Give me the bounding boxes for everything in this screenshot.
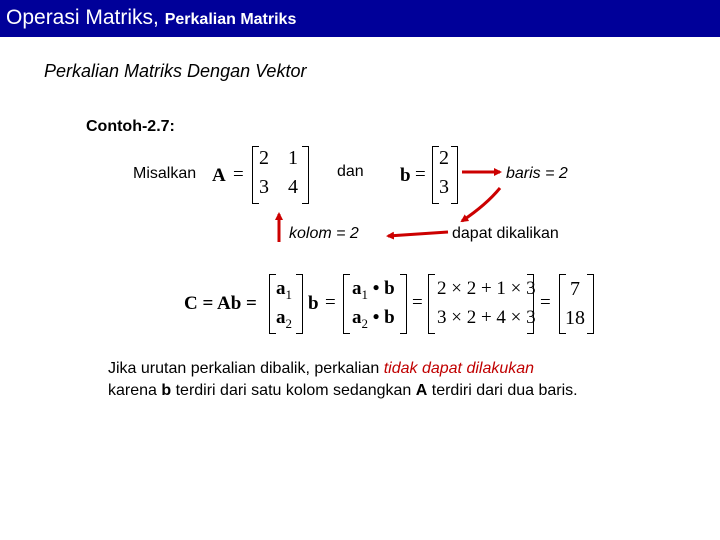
note-line-1: Jika urutan perkalian dibalik, perkalian tidak dapat dilakukan xyxy=(108,360,535,377)
dot-row-2: $a_2$ • b xyxy=(352,307,395,331)
equation-lhs: C = Ab = xyxy=(184,293,257,314)
result-label: dapat dikalikan xyxy=(452,225,559,242)
baris-to-result-arrow xyxy=(462,188,500,221)
note-line-2: karena b terdiri dari satu kolom sedangkan A terdiri dari dua baris. xyxy=(108,382,578,399)
result-cell: 7 xyxy=(570,278,580,300)
section-subtitle: Perkalian Matriks Dengan Vektor xyxy=(44,61,307,81)
bracket-right xyxy=(527,274,534,334)
bracket-left xyxy=(428,274,435,334)
vector-b-cell: 3 xyxy=(439,176,449,198)
result-to-kolom-arrow xyxy=(388,232,448,236)
vector-b-cell: 2 xyxy=(439,147,449,169)
expanded-row-2: 3 × 2 + 4 × 3 xyxy=(437,307,536,328)
note-highlight: tidak dapat dilakukan xyxy=(383,360,535,377)
example-label: Contoh-2.7: xyxy=(86,118,175,135)
row-vector-a2: $a_2$ xyxy=(276,307,292,331)
matrix-a-name: A xyxy=(212,165,226,186)
bracket-right xyxy=(296,274,303,334)
matrix-a-cell: 2 xyxy=(259,147,269,169)
kolom-label: kolom = 2 xyxy=(289,225,359,242)
dot-row-1: $a_1$ • b xyxy=(352,278,395,302)
equation-equals: = xyxy=(412,292,423,313)
matrix-a-cell: 4 xyxy=(288,176,298,198)
row-vector-a1: $a_1$ xyxy=(276,278,292,302)
matrix-a-cell: 1 xyxy=(288,147,298,169)
matrix-a-equals: = xyxy=(233,164,244,185)
bracket-left xyxy=(343,274,350,334)
equation-b: b xyxy=(308,293,319,314)
equation-equals: = xyxy=(325,292,336,313)
baris-label: baris = 2 xyxy=(506,165,568,182)
explanation-note xyxy=(108,358,578,402)
equation-equals: = xyxy=(540,292,551,313)
vector-b-name: b xyxy=(400,165,411,186)
vector-b-equals: = xyxy=(415,164,426,185)
title-main: Operasi Matriks, xyxy=(6,6,159,29)
matrix-a-cell: 3 xyxy=(259,176,269,198)
conj-text: dan xyxy=(337,163,364,180)
title-sub: Perkalian Matriks xyxy=(164,11,297,28)
bracket-left xyxy=(269,274,276,334)
result-cell: 18 xyxy=(565,307,585,329)
bracket-right xyxy=(587,274,594,334)
intro-text: Misalkan xyxy=(133,165,197,182)
expanded-row-1: 2 × 2 + 1 × 3 xyxy=(437,278,536,299)
bracket-right xyxy=(400,274,407,334)
